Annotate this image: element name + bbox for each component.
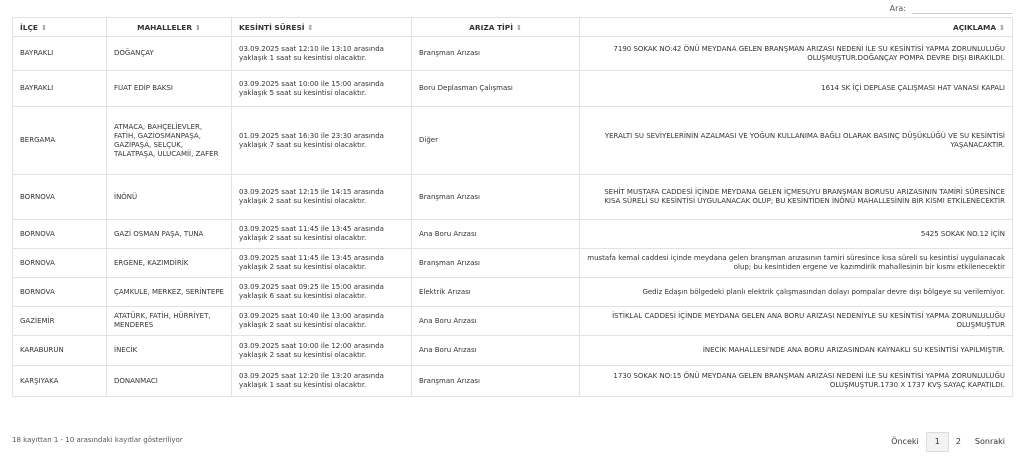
cell-mahalleler: DOĞANÇAY: [107, 37, 232, 71]
cell-ariza-tipi: Ana Boru Arızası: [412, 307, 580, 336]
cell-ilce: BORNOVA: [13, 175, 107, 220]
cell-ariza-tipi: Branşman Arızası: [412, 249, 580, 278]
header-ilce[interactable]: İLÇE ⇕: [13, 18, 107, 37]
page-button-1[interactable]: 1: [926, 432, 949, 452]
cell-mahalleler: FUAT EDİP BAKSI: [107, 71, 232, 107]
cell-aciklama: İSTİKLAL CADDESİ İÇİNDE MEYDANA GELEN ANA BORU ARIZASI NEDENİYLE SU KESİNTİSİ YAPMA ZORUNLULUĞU OLUŞMUŞTUR: [580, 307, 1013, 336]
cell-aciklama: 1730 SOKAK NO:15 ÖNÜ MEYDANA GELEN BRANŞMAN ARIZASI NEDENİ İLE SU KESİNTİSİ YAPMA ZORUNLULUĞU OLUŞMUŞTUR.1730 X 1737 KVŞ SAYAÇ KAPATILDI.: [580, 366, 1013, 397]
header-kesinti-suresi[interactable]: KESİNTİ SÜRESİ ⇕: [232, 18, 412, 37]
table-row: [13, 366, 1013, 397]
page-button-2[interactable]: 2: [955, 437, 961, 446]
table-row: [13, 37, 1013, 71]
cell-aciklama: Gediz Edaşın bölgedeki planlı elektrik çalışmasından dolayı pompalar devre dışı bölgeye su verilemiyor.: [580, 278, 1013, 307]
cell-ilce: BAYRAKLI: [13, 71, 107, 107]
cell-mahalleler: ÇAMKULE, MERKEZ, SERİNTEPE: [107, 278, 232, 307]
cell-kesinti-suresi: 03.09.2025 saat 10:00 ile 15:00 arasında yaklaşık 5 saat su kesintisi olacaktır.: [232, 71, 412, 107]
table-row: [13, 107, 1013, 175]
table-info: 18 kayıttan 1 - 10 arasındaki kayıtlar gösteriliyor: [12, 436, 183, 444]
cell-mahalleler: DONANMACI: [107, 366, 232, 397]
cell-kesinti-suresi: 03.09.2025 saat 11:45 ile 13:45 arasında yaklaşık 2 saat su kesintisi olacaktır.: [232, 249, 412, 278]
previous-page-button[interactable]: Önceki: [891, 437, 919, 446]
cell-ariza-tipi: Branşman Arızası: [412, 37, 580, 71]
cell-aciklama: 1614 SK İÇİ DEPLASE ÇALIŞMASI HAT VANASI KAPALI: [580, 71, 1013, 107]
sort-icon: ⇕: [307, 23, 314, 32]
sort-icon: ⇕: [40, 23, 47, 32]
table-row: [13, 249, 1013, 278]
cell-kesinti-suresi: 03.09.2025 saat 09:25 ile 15:00 arasında yaklaşık 6 saat su kesintisi olacaktır.: [232, 278, 412, 307]
cell-ilce: BORNOVA: [13, 220, 107, 249]
header-mahalleler[interactable]: MAHALLELER ⇕: [107, 18, 232, 37]
cell-aciklama: SEHİT MUSTAFA CADDESİ İÇİNDE MEYDANA GELEN İÇMESUYU BRANŞMAN BORUSU ARIZASININ TAMİRİ SÜRESİNCE KISA SÜRELİ SU KESİNTİSİ UYGULANACAK OLUP; BU KESİNTİDEN İNÖNÜ MAHALLESİNİN BİR KISMI ETKİLENECEKTİR: [580, 175, 1013, 220]
cell-ilce: BAYRAKLI: [13, 37, 107, 71]
cell-mahalleler: İNÖNÜ: [107, 175, 232, 220]
cell-ariza-tipi: Branşman Arızası: [412, 366, 580, 397]
cell-kesinti-suresi: 03.09.2025 saat 12:20 ile 13:20 arasında yaklaşık 1 saat su kesintisi olacaktır.: [232, 366, 412, 397]
sort-icon: ⇕: [999, 23, 1005, 32]
search-bar: [890, 0, 1012, 16]
table-row: [13, 71, 1013, 107]
next-page-button[interactable]: Sonraki: [974, 437, 1005, 446]
cell-aciklama: YERALTI SU SEVİYELERİNİN AZALMASI VE YOĞUN KULLANIMA BAĞLI OLARAK BASINÇ DÜŞÜKLÜĞÜ VE SU KESİNTİSİ YAŞANACAKTIR.: [580, 107, 1013, 175]
cell-kesinti-suresi: 03.09.2025 saat 12:15 ile 14:15 arasında yaklaşık 2 saat su kesintisi olacaktır.: [232, 175, 412, 220]
cell-kesinti-suresi: 03.09.2025 saat 11:45 ile 13:45 arasında yaklaşık 2 saat su kesintisi olacaktır.: [232, 220, 412, 249]
cell-aciklama: 5425 SOKAK NO.12 İÇİN: [580, 220, 1013, 249]
cell-ilce: BERGAMA: [13, 107, 107, 175]
sort-icon: ⇕: [195, 23, 201, 32]
cell-ariza-tipi: Ana Boru Arızası: [412, 336, 580, 366]
cell-ilce: BORNOVA: [13, 249, 107, 278]
cell-ariza-tipi: Ana Boru Arızası: [412, 220, 580, 249]
table-row: [13, 175, 1013, 220]
cell-kesinti-suresi: 01.09.2025 saat 16:30 ile 23:30 arasında yaklaşık 7 saat su kesintisi olacaktır.: [232, 107, 412, 175]
outage-table: [12, 17, 1013, 397]
cell-ilce: KARABURUN: [13, 336, 107, 366]
cell-aciklama: 7190 SOKAK NO:42 ÖNÜ MEYDANA GELEN BRANŞMAN ARIZASI NEDENİ İLE SU KESİNTİSİ YAPMA ZORUNLULUĞU OLUŞMUŞTUR.DOĞANÇAY POMPA DEVRE DIŞI BIRAKILDI.: [580, 37, 1013, 71]
cell-ariza-tipi: Boru Deplasman Çalışması: [412, 71, 580, 107]
table-header-row: [13, 18, 1013, 37]
table-row: [13, 278, 1013, 307]
cell-aciklama: İNECİK MAHALLESİ'NDE ANA BORU ARIZASINDAN KAYNAKLI SU KESİNTİSİ YAPILMIŞTIR.: [580, 336, 1013, 366]
cell-kesinti-suresi: 03.09.2025 saat 10:00 ile 12:00 arasında yaklaşık 2 saat su kesintisi olacaktır.: [232, 336, 412, 366]
cell-mahalleler: ERGENE, KAZIMDİRİK: [107, 249, 232, 278]
cell-ilce: BORNOVA: [13, 278, 107, 307]
pagination: [884, 432, 1012, 452]
table-row: [13, 336, 1013, 366]
search-label: Ara:: [889, 3, 906, 13]
table-row: [13, 220, 1013, 249]
cell-mahalleler: ATMACA, BAHÇELİEVLER, FATİH, GAZİOSMANPAŞA, GAZİPAŞA, SELÇUK, TALATPAŞA, ULUCAMİİ, ZAFER: [107, 107, 232, 175]
cell-aciklama: mustafa kemal caddesi içinde meydana gelen branşman arızasının tamiri süresince kısa süreli su kesintisi uygulanacak olup; bu kesintiden ergene ve kazımdirik mahallesinin bir kısmı etkilenecektir: [580, 249, 1013, 278]
header-aciklama[interactable]: AÇIKLAMA ⇕: [580, 18, 1013, 37]
cell-ilce: KARŞIYAKA: [13, 366, 107, 397]
cell-kesinti-suresi: 03.09.2025 saat 12:10 ile 13:10 arasında yaklaşık 1 saat su kesintisi olacaktır.: [232, 37, 412, 71]
cell-ariza-tipi: Branşman Arızası: [412, 175, 580, 220]
header-ariza-tipi[interactable]: ARIZA TİPİ ⇕: [412, 18, 580, 37]
cell-ariza-tipi: Elektrik Arızası: [412, 278, 580, 307]
cell-kesinti-suresi: 03.09.2025 saat 10:40 ile 13:00 arasında yaklaşık 2 saat su kesintisi olacaktır.: [232, 307, 412, 336]
cell-mahalleler: ATATÜRK, FATİH, HÜRRİYET, MENDERES: [107, 307, 232, 336]
cell-ilce: GAZİEMİR: [13, 307, 107, 336]
cell-mahalleler: GAZİ OSMAN PAŞA, TUNA: [107, 220, 232, 249]
search-input[interactable]: [912, 3, 1012, 14]
cell-mahalleler: İNECİK: [107, 336, 232, 366]
cell-ariza-tipi: Diğer: [412, 107, 580, 175]
sort-icon: ⇕: [515, 23, 522, 32]
table-row: [13, 307, 1013, 336]
